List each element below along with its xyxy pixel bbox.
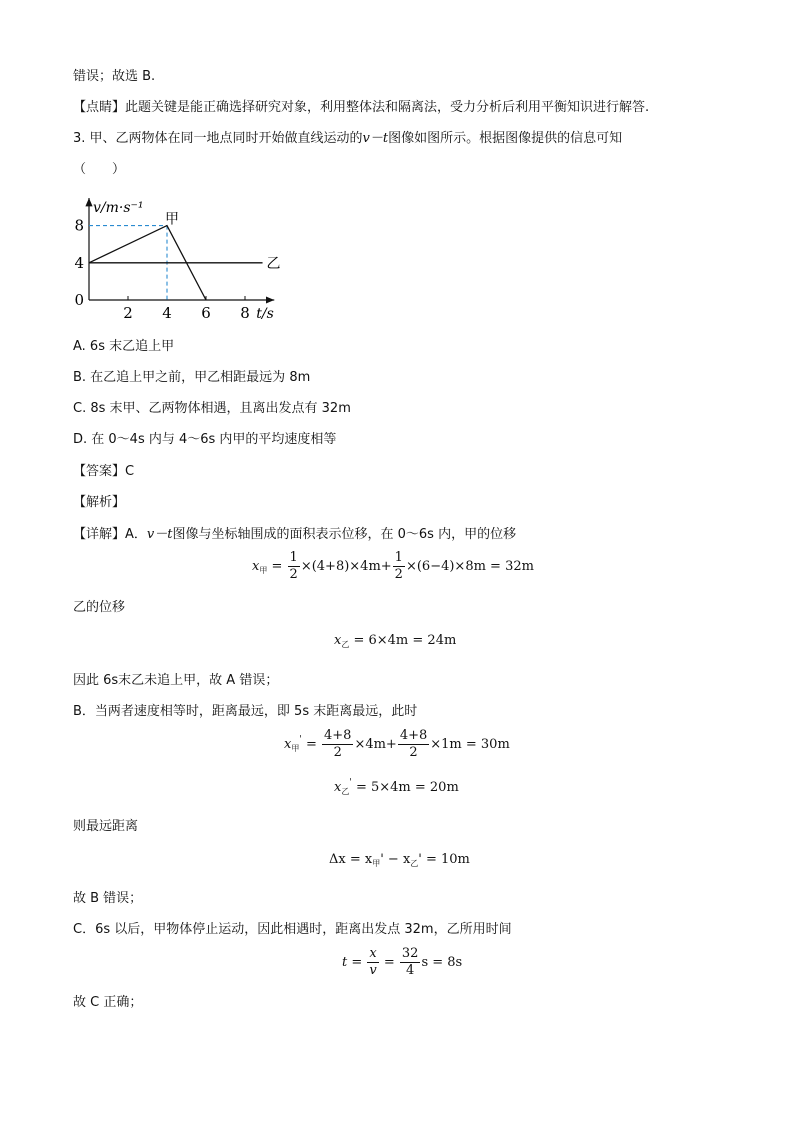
- option-d: D. 在 0～4s 内与 4～6s 内甲的平均速度相等: [73, 432, 337, 447]
- f3-frac2: $\frac{4+8}{2}$: [399, 728, 428, 760]
- f3-sub: 甲: [291, 744, 300, 753]
- f3-mid1: ×4m+: [354, 737, 397, 752]
- f6-rhs: s = 8s: [421, 955, 463, 970]
- f3-lhs: x: [284, 737, 292, 752]
- conclusion-a: 因此 6s末乙未追上甲，故 A 错误；: [73, 673, 279, 688]
- f6-frac2: $\frac{32}{4}$: [401, 946, 419, 978]
- conclusion-b: 故 B 错误；: [73, 891, 143, 906]
- x-tick-label: 4: [162, 304, 172, 322]
- f1-sub: 甲: [259, 566, 268, 575]
- f2-lhs: x: [334, 633, 342, 648]
- part-c-text: C．6s 以后，甲物体停止运动，因此相遇时，距离出发点 32m，乙所用时间: [73, 922, 512, 937]
- q3-text-b: 图像如图所示。根据图像提供的信息可知: [388, 131, 623, 146]
- key-point-tag: 【点睛】: [73, 100, 126, 115]
- formula-x-yi: [334, 633, 456, 650]
- series-label-jia: 甲: [165, 211, 179, 228]
- f5-delta: Δx = x: [329, 852, 373, 867]
- q3-vt: v－t: [362, 131, 389, 146]
- question-3-paren: （ ）: [73, 162, 126, 177]
- f6-lhs: t =: [342, 955, 367, 970]
- formula-x-yi-prime: [334, 778, 459, 797]
- x-axis-label: t/s: [256, 306, 274, 322]
- f5-sub2: 乙: [410, 859, 419, 868]
- x-tick-label: 6: [201, 304, 211, 322]
- y-tick-label: 0: [74, 291, 84, 309]
- series-label-yi: 乙: [266, 255, 281, 272]
- f1-mid1: ×(4+8)×4m+: [300, 559, 392, 574]
- f3-mid2: ×1m = 30m: [430, 737, 510, 752]
- answer-tag: 【答案】: [73, 464, 126, 479]
- f1-eq: =: [271, 559, 283, 574]
- f4-sub: 乙: [341, 787, 350, 796]
- y-tick-label: 8: [74, 216, 84, 235]
- option-a: A. 6s 末乙追上甲: [73, 339, 175, 354]
- y-axis-label: v/m·s⁻¹: [93, 200, 144, 216]
- key-point-line: [73, 99, 649, 117]
- x-tick-label: 2: [123, 304, 133, 322]
- conclusion-c: 故 C 正确；: [73, 995, 143, 1010]
- key-point-text: 此题关键是能正确选择研究对象，利用整体法和隔离法，受力分析后利用平衡知识进行解答.: [125, 100, 650, 115]
- detail-line: [73, 526, 516, 544]
- detail-tag: 【详解】: [73, 527, 126, 542]
- f6-frac1: $\frac{x}{v}$: [369, 946, 377, 978]
- formula-x-jia: [252, 550, 534, 583]
- f5-sub1: 甲: [372, 859, 381, 868]
- f5-mid: ' − x: [380, 852, 411, 867]
- vt-graph: [70, 190, 290, 330]
- f5-rhs: ' = 10m: [418, 852, 470, 867]
- yi-displacement-label: 乙的位移: [73, 600, 126, 615]
- detail-vt: v－t: [146, 527, 173, 542]
- option-b: B. 在乙追上甲之前，甲乙相距最远为 8m: [73, 370, 311, 385]
- detail-a1: A．: [125, 527, 147, 542]
- f1-frac1: $\frac{1}{2}$: [289, 550, 298, 582]
- question-3-stem: [73, 130, 622, 148]
- option-c: C. 8s 末甲、乙两物体相遇，且离出发点有 32m: [73, 401, 351, 416]
- f2-rhs: = 6×4m = 24m: [349, 633, 457, 648]
- f4-prime: ': [349, 778, 352, 788]
- f2-sub: 乙: [341, 640, 350, 649]
- f4-rhs: = 5×4m = 20m: [351, 780, 459, 795]
- answer-value: C: [125, 464, 135, 479]
- f1-lhs: x: [252, 559, 260, 574]
- f1-mid2: ×(6−4)×8m = 32m: [405, 559, 534, 574]
- formula-delta-x: [329, 852, 470, 869]
- analysis-tag: 【解析】: [73, 495, 126, 510]
- line-1: 错误；故选 B.: [73, 69, 156, 84]
- f3-frac1: $\frac{4+8}{2}$: [324, 728, 352, 760]
- f4-lhs: x: [334, 780, 342, 795]
- detail-a2: 图像与坐标轴围成的面积表示位移，在 0～6s 内，甲的位移: [172, 527, 517, 542]
- formula-time: [342, 946, 462, 979]
- f3-eq: =: [301, 737, 321, 752]
- x-tick-label: 8: [240, 304, 250, 322]
- answer-line: [73, 463, 134, 481]
- max-distance-label: 则最远距离: [73, 819, 139, 834]
- q3-text-a: 3. 甲、乙两物体在同一地点同时开始做直线运动的: [73, 131, 363, 146]
- f6-eq: =: [379, 955, 399, 970]
- part-b-text: B．当两者速度相等时，距离最远，即 5s 末距离最远，此时: [73, 704, 418, 719]
- formula-x-jia-prime: [284, 728, 510, 761]
- f3-prime: ': [299, 735, 302, 745]
- f1-frac2: $\frac{1}{2}$: [394, 550, 403, 582]
- y-tick-label: 4: [74, 253, 84, 272]
